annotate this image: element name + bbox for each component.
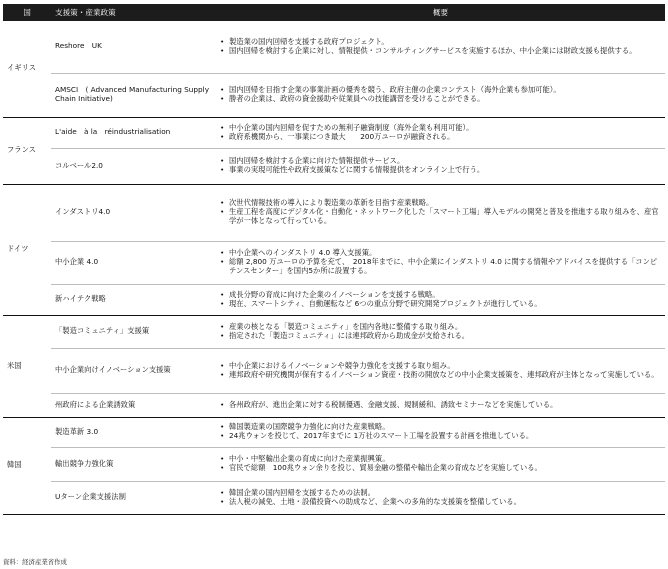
overview-cell	[216, 73, 665, 117]
overview-bullet: • 事業の実現可能性や政府支援策などに関する情報提供をオンライン上で行う。	[220, 166, 661, 175]
overview-bullet: • 製造業の国内回帰を支援する政府プロジェクト。	[220, 38, 661, 47]
overview-bullet: • 政府系機関から、一事業につき最大 200万ユーロが融資される。	[220, 133, 661, 142]
overview-bullet: • 各州政府が、進出企業に対する税制優遇、金融支援、規制緩和、誘致セミナーなどを実施している。	[220, 401, 661, 410]
policy-name-cell: 中小企業 4.0	[51, 241, 216, 284]
table-row	[3, 241, 665, 284]
overview-bullet-list	[220, 323, 661, 341]
table-row	[3, 73, 665, 117]
overview-bullet: • 勝者の企業は、政府の資金援助や従業員への技能講習を受けることができる。	[220, 95, 661, 104]
overview-bullet-list	[220, 362, 661, 380]
table-row	[3, 447, 665, 481]
overview-bullet: • 24兆ウォンを投じて、2017年までに 1万社のスマート工場を設置する計画を推進している。	[220, 432, 661, 441]
overview-bullet: • 総額 2,800 万ユーロの予算を充て、 2018年までに、中小企業にインダストリ 4.0 に関する情報やアドバイスを提供する「コンピテンスセンター」を国内5か所に設置する。	[220, 258, 661, 276]
header-overview: 概要	[216, 4, 665, 21]
overview-bullet: • 産業の核となる「製造コミュニティ」を国内各地に整備する取り組み。	[220, 323, 661, 332]
overview-bullet: • 成長分野の育成に向けた企業のイノベーションを支援する戦略。	[220, 291, 661, 300]
policy-name-cell: Reshore UK	[51, 21, 216, 73]
table-header	[3, 4, 665, 21]
overview-bullet-list	[220, 423, 661, 441]
overview-bullet-list	[220, 455, 661, 473]
overview-bullet: • 官民で総額 100兆ウォン余りを投じ、貿易金融の整備や輸出企業の育成などを実施している。	[220, 464, 661, 473]
overview-bullet-list	[220, 86, 661, 104]
overview-cell	[216, 148, 665, 184]
overview-cell	[216, 393, 665, 417]
policy-name-cell: Uターン企業支援法制	[51, 481, 216, 514]
overview-cell	[216, 348, 665, 393]
overview-cell	[216, 417, 665, 447]
overview-bullet: • 中小企業へのインダストリ 4.0 導入支援策。	[220, 249, 661, 258]
overview-bullet: • 中小企業におけるイノベーションや競争力強化を支援する取り組み。	[220, 362, 661, 371]
source-note: 資料：経済産業省作成	[3, 558, 67, 566]
country-cell: ドイツ	[3, 184, 51, 315]
policy-name-cell: コルベール2.0	[51, 148, 216, 184]
policy-name-cell: 輸出競争力強化策	[51, 447, 216, 481]
overview-bullet: • 次世代情報技術の導入により製造業の革新を目指す産業戦略。	[220, 199, 661, 208]
policy-name-cell: 製造革新 3.0	[51, 417, 216, 447]
overview-bullet-list	[220, 124, 661, 142]
policy-name-cell: 新ハイテク戦略	[51, 284, 216, 315]
overview-bullet-list	[220, 489, 661, 507]
policy-name-cell: 州政府による企業誘致策	[51, 393, 216, 417]
policy-name-cell: 「製造コミュニティ」支援策	[51, 315, 216, 348]
policy-name-cell: L'aide à la réindustrialisation	[51, 117, 216, 148]
overview-cell	[216, 284, 665, 315]
table-row	[3, 21, 665, 73]
table-row	[3, 148, 665, 184]
policy-table	[3, 4, 665, 515]
overview-cell	[216, 21, 665, 73]
overview-cell	[216, 117, 665, 148]
overview-cell	[216, 184, 665, 241]
table-row	[3, 315, 665, 348]
table-row	[3, 284, 665, 315]
overview-bullet: • 連邦政府や研究機関が保有するイノベーション資産・技術の開放などの中小企業支援策を、連邦政府が主体となって実施している。	[220, 371, 661, 380]
overview-bullet-list	[220, 38, 661, 56]
header-country: 国	[3, 4, 51, 21]
table-row	[3, 481, 665, 514]
table-row	[3, 348, 665, 393]
overview-bullet: • 韓国製造業の国際競争力強化に向けた産業戦略。	[220, 423, 661, 432]
overview-bullet: • 生産工程を高度にデジタル化・自動化・ネットワーク化した「スマート工場」導入モデルの開発と普及を推進する取り組みを、産官学が一体となって行っている。	[220, 208, 661, 226]
overview-bullet-list	[220, 199, 661, 226]
policy-name-cell: AMSCI ( Advanced Manufacturing Supply Chain Initiative)	[51, 73, 216, 117]
overview-bullet-list	[220, 401, 661, 410]
overview-bullet: • 指定された「製造コミュニティ」には連邦政府から助成金が支給される。	[220, 332, 661, 341]
policy-name-cell: 中小企業向けイノベーション支援策	[51, 348, 216, 393]
table-row	[3, 417, 665, 447]
overview-bullet: • 国内回帰を検討する企業に対し、情報提供・コンサルティングサービスを実施するほか、中小企業には財政支援も提供する。	[220, 47, 661, 56]
country-cell: 韓国	[3, 417, 51, 514]
overview-bullet: • 中小・中堅輸出企業の育成に向けた産業振興策。	[220, 455, 661, 464]
overview-bullet: • 国内回帰を目指す企業の事業計画の優秀を競う、政府主催の企業コンテスト（海外企業も参加可能）。	[220, 86, 661, 95]
overview-bullet-list	[220, 291, 661, 309]
overview-bullet: • 国内回帰を検討する企業に向けた情報提供サービス。	[220, 157, 661, 166]
overview-bullet: • 現在、スマートシティ、自動運転など 6つの重点分野で研究開発プロジェクトが進行している。	[220, 300, 661, 309]
overview-cell	[216, 481, 665, 514]
table-row	[3, 117, 665, 148]
overview-cell	[216, 315, 665, 348]
table-row	[3, 184, 665, 241]
country-cell: 米国	[3, 315, 51, 417]
country-cell: フランス	[3, 117, 51, 184]
overview-bullet-list	[220, 249, 661, 276]
overview-cell	[216, 447, 665, 481]
header-policy: 支援策・産業政策	[51, 4, 216, 21]
overview-bullet: • 韓国企業の国内回帰を支援するための法制。	[220, 489, 661, 498]
overview-bullet: • 法人税の減免、土地・設備投資への助成など、企業への多角的な支援策を整備している。	[220, 498, 661, 507]
table-row	[3, 393, 665, 417]
overview-cell	[216, 241, 665, 284]
overview-bullet: • 中小企業の国内回帰を促すための無利子融資制度（海外企業も利用可能）。	[220, 124, 661, 133]
table-body	[3, 21, 665, 514]
overview-bullet-list	[220, 157, 661, 175]
policy-name-cell: インダストリ4.0	[51, 184, 216, 241]
country-cell: イギリス	[3, 21, 51, 117]
